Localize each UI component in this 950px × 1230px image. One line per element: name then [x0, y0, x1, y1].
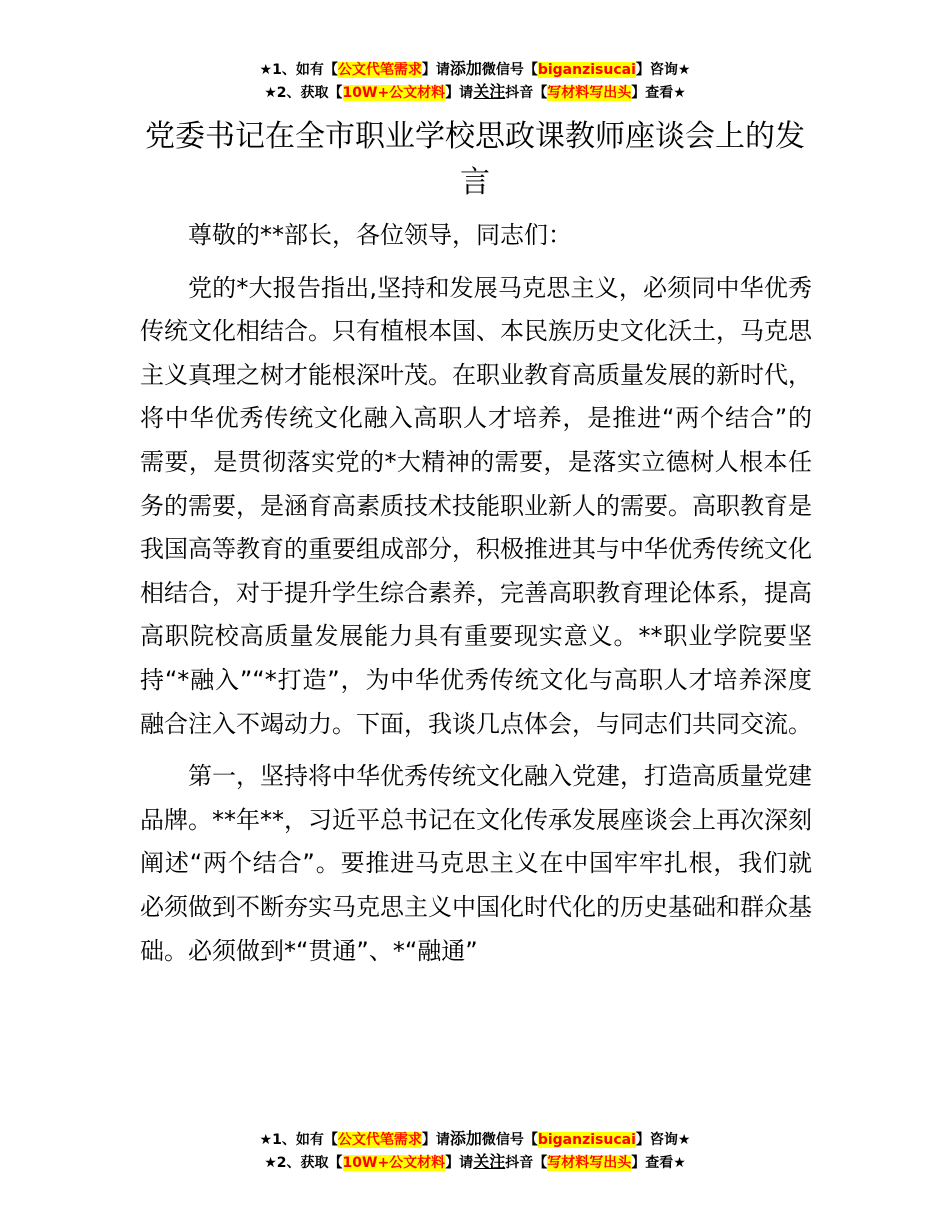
banner-text: 】咨询★ [635, 62, 691, 78]
douyin-id-highlight: 写材料写出头 [547, 85, 632, 101]
banner-text: 添加 [449, 1129, 482, 1148]
banner-text: ★2、获取【 [264, 1155, 343, 1171]
material-highlight: 10W+公文材料 [342, 85, 446, 101]
banner-line-1 [0, 1128, 950, 1151]
banner-text: 】请 [445, 85, 474, 101]
document-body [140, 214, 812, 973]
banner-text: 关注 [473, 1152, 506, 1171]
banner-text: 微信号【 [481, 62, 538, 78]
wechat-id-highlight: biganzisucai [537, 1132, 636, 1148]
banner-line-2 [0, 1151, 950, 1174]
banner-text: 关注 [473, 82, 506, 101]
banner-text: 】请 [445, 1155, 474, 1171]
document-title: 党委书记在全市职业学校思政课教师座谈会上的发言 [145, 119, 805, 200]
banner-text: 微信号【 [481, 1132, 538, 1148]
banner-text: 抖音【 [505, 1155, 548, 1171]
banner-text: 】查看★ [631, 1155, 686, 1171]
service-highlight: 公文代笔需求 [337, 62, 422, 78]
banner-text: 抖音【 [505, 85, 548, 101]
salutation: 尊敬的**部长，各位领导，同志们： [188, 221, 572, 249]
banner-text: 】请 [421, 1132, 450, 1148]
header-banner [0, 58, 950, 104]
douyin-id-highlight: 写材料写出头 [547, 1155, 632, 1171]
banner-text: ★1、如有【 [259, 1132, 338, 1148]
service-highlight: 公文代笔需求 [337, 1132, 422, 1148]
body-paragraph: 第一，坚持将中华优秀传统文化融入党建，打造高质量党建品牌。**年**，习近平总书记在文化传承发展座谈会上再次深刻阐述“两个结合”。要推进马克思主义在中国牢牢扎根，我们就必须做到不断夯实马克思主义中国化时代化的历史基础和群众基础。必须做到*“贯通”、*“融通” [140, 762, 812, 965]
banner-line-2 [0, 81, 950, 104]
banner-text: ★1、如有【 [259, 62, 338, 78]
body-paragraph: 党的*大报告指出,坚持和发展马克思主义，必须同中华优秀传统文化相结合。只有植根本国、本民族历史文化沃土，马克思主义真理之树才能根深叶茂。在职业教育高质量发展的新时代，将中华优秀传统文化融入高职人才培养，是推进“两个结合”的需要，是贯彻落实党的*大精神的需要，是落实立德树人根本任务的需要，是涵育高素质技术技能职业新人的需要。高职教育是我国高等教育的重要组成部分，积极推进其与中华优秀传统文化相结合，对于提升学生综合素养，完善高职教育理论体系，提高高职院校高质量发展能力具有重要现实意义。**职业学院要坚持“*融入”“*打造”，为中华优秀传统文化与高职人才培养深度融合注入不竭动力。下面，我谈几点体会，与同志们共同交流。 [140, 273, 812, 738]
banner-text: ★2、获取【 [264, 85, 343, 101]
banner-text: 】咨询★ [635, 1132, 691, 1148]
banner-text: 】请 [421, 62, 450, 78]
banner-text: 】查看★ [631, 85, 686, 101]
material-highlight: 10W+公文材料 [342, 1155, 446, 1171]
banner-line-1 [0, 58, 950, 81]
footer-banner [0, 1128, 950, 1174]
wechat-id-highlight: biganzisucai [537, 62, 636, 78]
banner-text: 添加 [449, 59, 482, 78]
